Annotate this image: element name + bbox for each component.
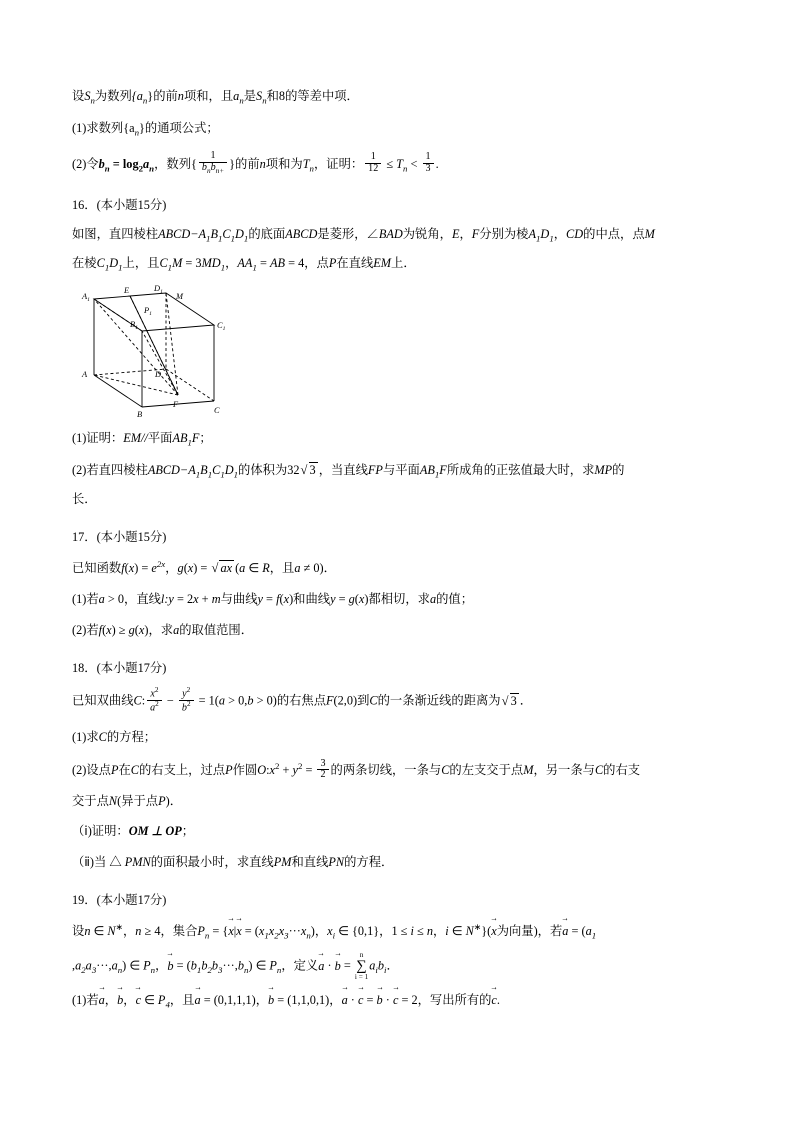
- q18-part-i: （ⅰ)证明：OM ⊥ OP；: [72, 824, 195, 839]
- fraction-1-3: $\frac{1}{3}$: [423, 152, 434, 175]
- label-M: M: [176, 291, 183, 301]
- vector-b: b →: [268, 991, 274, 1010]
- vector-c: c →: [491, 991, 496, 1010]
- label-P1: $P_1$: [144, 305, 152, 317]
- label-E: E: [124, 285, 130, 295]
- vector-b: b →: [335, 957, 341, 976]
- q17-stem: 已知函数$f(x) = e^{2x}$，g(x) = √ ax (a ∈ R，且a ≠ 0)．: [72, 558, 722, 578]
- label-A: A: [82, 369, 88, 379]
- vector-c: c →: [358, 991, 363, 1010]
- q16-heading: 16．(本小题15分): [72, 198, 167, 213]
- vector-x: x →: [491, 922, 496, 941]
- sqrt-3: √ 3: [301, 462, 318, 480]
- vector-x: x →: [228, 922, 233, 941]
- sqrt-ax: √ ax: [211, 560, 234, 578]
- fraction-y2-b2: $\frac{y^2}{b^2}$: [179, 687, 194, 715]
- vector-a: a →: [318, 957, 324, 976]
- vector-b: b →: [167, 957, 173, 976]
- vector-a: a →: [194, 991, 200, 1010]
- label-A1: $A_1$: [82, 291, 90, 303]
- q16-stem-line1: 如图，直四棱柱$ABCD-A_1B_1C_1D_1$的底面ABCD是菱形，∠BAD为锐角，E，F分别为棱$A_1D_1$，CD的中点，点M: [72, 227, 655, 244]
- q19-heading: 19．(本小题17分): [72, 893, 167, 908]
- q17-part2: (2)若f(x) ≥ g(x)，求a的取值范围．: [72, 622, 254, 637]
- summation: n ∑ i = 1: [354, 950, 369, 981]
- q15-stem: 设$S_n$为数列$\{a_n\}$的前n项和，且$a_n$是$S_n$和8的等差中项．: [72, 89, 359, 106]
- vector-b: b →: [377, 991, 383, 1010]
- vector-x: x →: [236, 922, 241, 941]
- vector-c: c →: [393, 991, 398, 1010]
- q18-heading: 18．(本小题17分): [72, 660, 167, 675]
- q16-part2: (2)若直四棱柱$ABCD-A_1B_1C_1D_1$的体积为32 √ 3 ，当直线FP与平面$AB_1F$所成角的正弦值最大时，求MP的: [72, 462, 722, 481]
- q17-heading: 17．(本小题15分): [72, 530, 167, 545]
- fraction-3-2: $\frac{3}{2}$: [317, 759, 328, 782]
- q18-part1: (1)求C的方程；: [72, 729, 157, 744]
- sqrt-3b: √ 3: [502, 693, 519, 711]
- vector-a: a →: [342, 991, 348, 1010]
- prism-diagram: [80, 285, 300, 420]
- label-B: B: [137, 409, 143, 419]
- label-C: C: [214, 405, 220, 415]
- vector-a: a →: [562, 922, 568, 941]
- label-D1: $D_1$: [154, 284, 163, 295]
- label-C1: $C_1$: [217, 320, 226, 332]
- q17-part1: (1)若a > 0，直线l:y = 2x + m与曲线y = f(x)和曲线y = g(x)都相切，求a的值；: [72, 591, 474, 606]
- q15-part1: (1)求数列$\{a_n\}$的通项公式；: [72, 121, 219, 138]
- q16-figure: [72, 285, 722, 420]
- q18-part-ii: （ⅱ)当 △ PMN的面积最小时，求直线PM和直线PN的方程．: [72, 855, 394, 870]
- q15-part2: (2)令$b_n = \log_2a_n$，数列{ $\frac{1}{b_nb_{n+}}$ }的前n项和为$T_n$，证明： $\frac{1}{12}$ ≤ $T_n$ < $\frac{1}{3}$ .: [72, 150, 439, 176]
- vector-a: a →: [99, 991, 105, 1010]
- q18-part2-line2: 交于点N(异于点P)．: [72, 793, 183, 808]
- label-F: F: [173, 399, 179, 409]
- vector-c: c →: [136, 991, 141, 1010]
- q16-stem-line2: 在棱$C_1D_1$上，且$C_1M = 3MD_1$，$AA_1$ = AB = 4，点P在直线EM上．: [72, 256, 416, 273]
- fraction-1-12: $\frac{1}{12}$: [365, 152, 381, 175]
- q18-part2: (2)设点P在C的右支上，过点P作圆$O:x^2 + y^2$ = $\frac{3}{2}$ 的两条切线，一条与C的左支交于点M，另一条与C的右支: [72, 757, 641, 781]
- fraction-x2-a2: $\frac{x^2}{a^2}$: [147, 687, 162, 715]
- label-B1: $B_1$: [130, 319, 138, 331]
- q18-stem: 已知双曲线C: $\frac{x^2}{a^2}$ − $\frac{y^2}{b^2}$ = 1(a > 0,b > 0)的右焦点F(2,0)到C的一条渐近线的距离为 √ 3 ．: [72, 688, 722, 716]
- fraction-1-bnbn1: $\frac{1}{b_nb_{n+}}$: [199, 151, 227, 176]
- q19-stem-line1: 设n ∈ N∗，n ≥ 4，集合$P_n = \{x \to|x$ → = $(x_1x_2x_3\cdot\cdot\cdot x_n)$，$x_i$ ∈ {0,1}，1 ≤ i ≤ n，i ∈ N∗}(x →为向量)，若a → = ($a_1$: [72, 921, 722, 942]
- q19-part1: (1)若a →，b →，c → ∈ $P_4$，且a → = (0,1,1,1)，b → = (1,1,0,1)，a → · c → = b → · c → = 2，写出所有的c →.: [72, 991, 722, 1011]
- q16-part1: (1)证明：EM//平面$AB_1F$；: [72, 430, 212, 448]
- vector-b: b →: [117, 991, 123, 1010]
- q16-part2-line2: 长．: [72, 492, 97, 507]
- label-D: D: [155, 369, 162, 379]
- q19-stem-line2: $,a_2a_3\cdot\cdot\cdot,a_n$) ∈ $P_n$，b → = $(b_1b_2b_3\cdot\cdot\cdot,b_n)$ ∈ $P_n$，定义a → · b → = n ∑ i = 1 $a_ib_i$．: [72, 952, 722, 981]
